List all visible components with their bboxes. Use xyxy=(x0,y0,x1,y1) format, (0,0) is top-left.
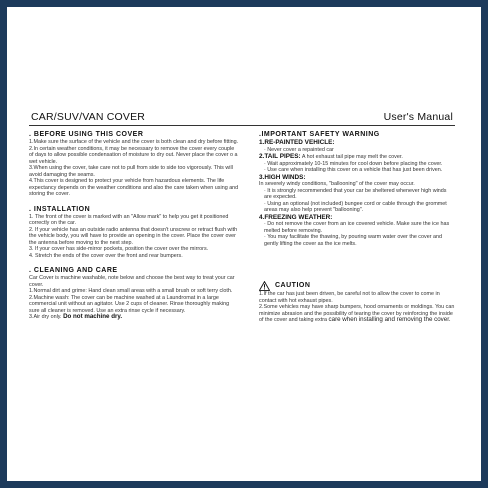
list-item: · Do not remove the cover from an ice covered vehicle. Make sure the ice has melted before removing. xyxy=(264,221,450,234)
list-item: 1. The front of the cover is marked with an "Allow mark" to help you get it positioned correctly on the car. xyxy=(29,213,229,226)
section-before-using xyxy=(29,131,239,198)
subheading: 3.HIGH WINDS: xyxy=(259,173,306,181)
emphasis-text: Do not machine dry. xyxy=(63,313,123,320)
section-heading: . BEFORE USING THIS COVER xyxy=(29,131,144,138)
document-subtitle: User's Manual xyxy=(383,111,453,123)
section-heading: .IMPORTANT SAFETY WARNING xyxy=(259,131,380,138)
section-heading: . INSTALLATION xyxy=(29,205,91,213)
list-item: · You may facilitate the thawing, by pouring warm water over the cover and gently lifting the cover as the ice melts. xyxy=(264,234,442,247)
list-item: 1.Normal dirt and grime: Hand clean small areas with a small brush or soft terry cloth. xyxy=(29,288,233,294)
list-item: 3. If your cover has side-mirror pockets, position the cover over the mirrors. xyxy=(29,246,209,252)
warning-triangle-icon xyxy=(259,281,270,291)
right-column xyxy=(259,131,455,324)
list-item: 4.This cover is designed to protect your vehicle from hazardous elements. The life expectancy depends on the weather conditions and also the care taken when using and storing the cover. xyxy=(29,178,239,197)
subheading: 1.RE-PAINTED VEHICLE: xyxy=(259,139,335,146)
emphasis-text: care when installing and removing the cover. xyxy=(328,316,451,323)
section-safety-warning xyxy=(259,131,455,247)
list-item xyxy=(29,314,239,321)
section-installation xyxy=(29,206,239,260)
section-heading: CAUTION xyxy=(275,282,311,289)
list-item: · Use care when installing this cover on a vehicle that has just been driven. xyxy=(264,167,443,173)
document-title: CAR/SUV/VAN COVER xyxy=(31,111,146,123)
list-item: 4. Stretch the ends of the cover over the front and rear bumpers. xyxy=(29,252,183,259)
list-item-text: 3.Air dry only. xyxy=(29,314,62,320)
list-item xyxy=(259,304,455,324)
subheading: 4.FREEZING WEATHER: xyxy=(259,213,333,221)
section-caution xyxy=(259,281,455,324)
left-column xyxy=(29,131,239,321)
section-heading: . CLEANING AND CARE xyxy=(29,267,118,274)
manual-page xyxy=(7,7,481,481)
list-item: 1.Make sure the surface of the vehicle and the cover is both clean and dry before fitting. xyxy=(29,139,239,145)
header-rule xyxy=(29,125,455,126)
list-item: 2.Machine wash: The cover can be machine washed at a Laundromat in a large commercial unit without an agitator. Use 2 cups of cleaner. Rinse thoroughly making sure all cleaner is removed. Use an extra rinse cycle if necessary. xyxy=(29,294,230,314)
subheading: 2.TAIL PIPES: xyxy=(259,153,301,160)
list-item: · Using an optional (not included) bungee cord or cable through the grommet areas may also help prevent "ballooning". xyxy=(264,200,447,213)
tail-pipes-line xyxy=(259,153,455,161)
list-item-text: 2.Some vehicles may have sharp bumpers, hood ornaments or moldings. You can minimize abrasion and the possibility of tearing the cover by reinforcing the inside of the cover and taking extra xyxy=(259,304,455,323)
list-item: · Wait approximately 10-15 minutes for cool down before placing the cover. xyxy=(264,160,443,167)
section-intro: Car Cover is machine washable, note below and choose the best way to treat your car cover. xyxy=(29,275,235,288)
list-item: 2. If your vehicle has an outside radio antenna that doesn't unscrew or retract flush with the vehicle body, you will have to provide an opening in the cover. Place the cover over the antenna before moving to the next step. xyxy=(29,226,238,246)
list-item: 2.In certain weather conditions, it may be necessary to remove the cover every couple of days to allow possible condensation of moisture to dry out. Never place the cover o a wet vehicle. xyxy=(29,145,238,165)
paragraph: In severely windy conditions, "ballooning" of the cover may occur. xyxy=(259,181,415,187)
list-item: 1.If the car has just been driven, be careful not to allow the cover to come in contact with hot exhaust pipes. xyxy=(259,291,440,304)
subheading-text: A hot exhaust tail pipe may melt the cover. xyxy=(301,154,403,160)
section-cleaning xyxy=(29,267,239,321)
list-item: · It is strongly recommended that your car be sheltered whenever high winds are expected. xyxy=(264,187,447,200)
list-item: · Never cover a repainted car xyxy=(264,146,334,153)
list-item: 3.When using the cover, take care not to pull from side to side too vigorously. This will avoid damaging the seams. xyxy=(29,165,233,178)
